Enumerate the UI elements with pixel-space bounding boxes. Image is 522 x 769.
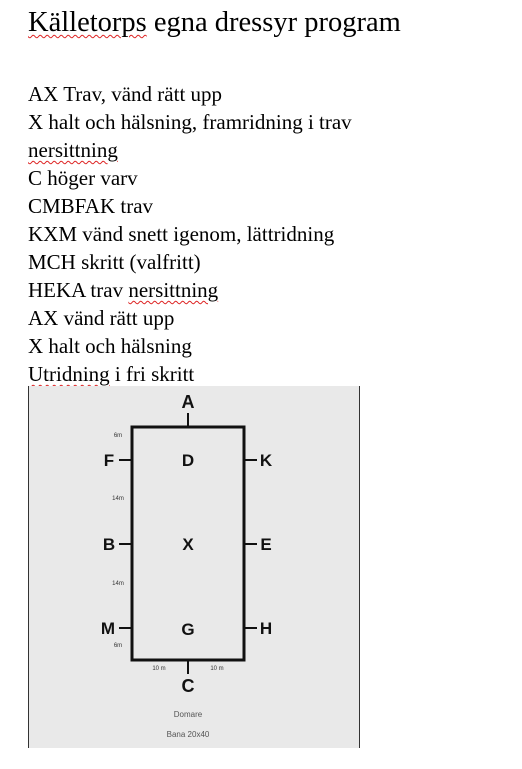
program-line (28, 108, 352, 136)
line-text: HEKA trav (28, 278, 129, 302)
title-rest: egna dressyr program (146, 7, 401, 38)
line-text: AX Trav, vänd rätt upp (28, 82, 223, 106)
title-word-misspelled: Källetorps (28, 7, 147, 38)
letter-m: M (100, 619, 116, 638)
letter-k: K (259, 451, 273, 470)
line-text: X halt och hälsning, framridning i trav (28, 110, 352, 134)
program-line (28, 192, 352, 220)
program-line (28, 248, 352, 276)
program-line (28, 80, 352, 108)
measure-14m-lower: 14m (112, 581, 124, 587)
letter-d: D (181, 451, 195, 470)
line-text: MCH skritt (valfritt) (28, 250, 201, 274)
measure-10m-left: 10 m (152, 666, 166, 672)
arena-diagram-image (28, 386, 360, 748)
program-line (28, 360, 352, 388)
line-text: CMBFAK trav (28, 194, 154, 218)
line-misspelled-word: Utridning (28, 362, 110, 386)
program-line (28, 164, 352, 192)
image-right-edge (359, 386, 360, 748)
line-text: i fri skritt (109, 362, 195, 386)
judge-label: Domare (173, 710, 203, 719)
program-line (28, 304, 352, 332)
line-misspelled-word: nersittning (128, 278, 219, 302)
line-misspelled-word: nersittning (28, 138, 118, 162)
letter-b: B (102, 535, 116, 554)
arena-diagram (28, 386, 360, 748)
letter-c: C (181, 676, 195, 696)
program-line (28, 220, 352, 248)
measure-6m-top: 6m (113, 433, 123, 439)
program-line (28, 136, 352, 164)
program-line (28, 276, 352, 304)
measure-10m-right: 10 m (210, 666, 224, 672)
line-text: KXM vänd snett igenom, lättridning (28, 222, 335, 246)
line-text: AX vänd rätt upp (28, 306, 175, 330)
letter-a: A (181, 392, 195, 412)
image-left-edge (28, 386, 29, 748)
document-title (28, 4, 401, 42)
letter-e: E (260, 535, 272, 554)
arena-size-label: Bana 20x40 (166, 730, 210, 739)
program-line (28, 332, 352, 360)
measure-14m-upper: 14m (112, 496, 124, 502)
line-text: C höger varv (28, 166, 138, 190)
line-text: X halt och hälsning (28, 334, 192, 358)
letter-g: G (181, 620, 195, 639)
letter-x: X (182, 535, 194, 554)
measure-6m-bottom: 6m (113, 643, 123, 649)
program-lines (28, 80, 352, 388)
letter-h: H (259, 619, 273, 638)
letter-f: F (103, 451, 115, 470)
